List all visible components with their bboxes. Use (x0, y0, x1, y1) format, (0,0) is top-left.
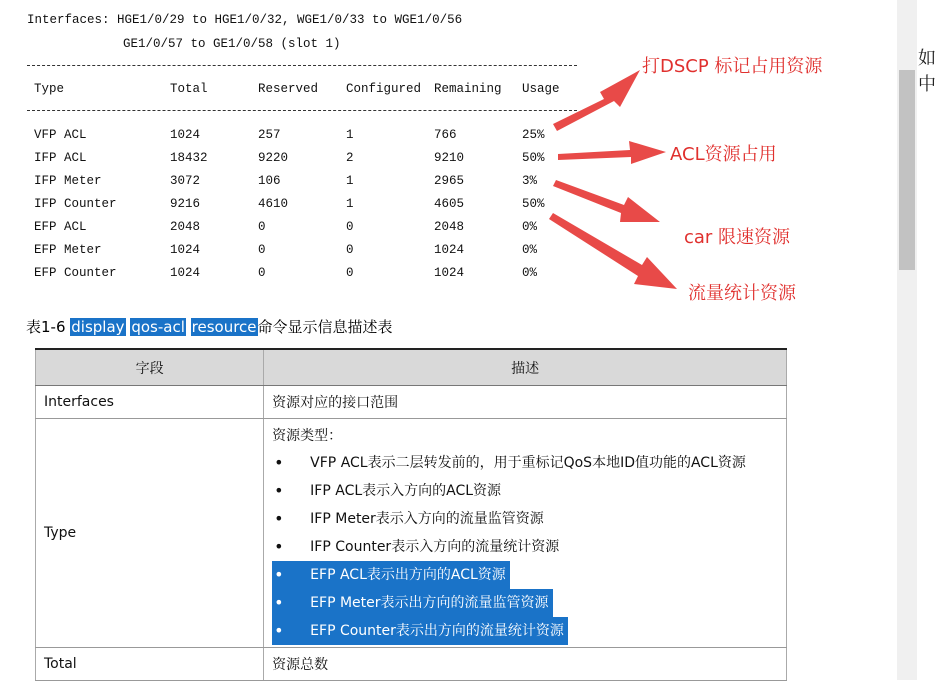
table-row (36, 419, 787, 648)
cli-header-total: Total (170, 82, 208, 96)
arrow-to-acl-icon (558, 141, 666, 164)
list-item: • IFP ACL表示入方向的ACL资源 (272, 477, 778, 505)
cli-cell-configured: 2 (346, 151, 354, 165)
desc-type (264, 419, 787, 648)
table-row (36, 386, 787, 419)
desc-interfaces: 资源对应的接口范围 (264, 386, 787, 419)
list-item-selected[interactable]: • EFP ACL表示出方向的ACL资源 (272, 561, 510, 589)
cli-cell-reserved: 9220 (258, 151, 289, 165)
cli-cell-total: 18432 (170, 151, 208, 165)
cli-cell-reserved: 0 (258, 220, 266, 234)
adjacent-pane (917, 0, 936, 680)
cli-header-reserved: Reserved (258, 82, 319, 96)
cli-cell-configured: 1 (346, 174, 354, 188)
table-header-row (36, 349, 787, 386)
cli-cell-total: 2048 (170, 220, 201, 234)
arrow-to-car-icon (553, 180, 660, 222)
cli-cell-total: 9216 (170, 197, 201, 211)
arrow-to-stats-icon (549, 213, 677, 289)
cli-cell-configured: 1 (346, 128, 354, 142)
list-item: • IFP Meter表示入方向的流量监管资源 (272, 505, 778, 533)
caption-highlight-resource[interactable]: resource (191, 318, 257, 336)
cli-cell-reserved: 0 (258, 243, 266, 257)
cli-cell-configured: 1 (346, 197, 354, 211)
cli-cell-remaining: 2965 (434, 174, 465, 188)
cli-cell-type: EFP Counter (34, 266, 117, 280)
type-intro: 资源类型： (272, 428, 343, 444)
annotation-car: car 限速资源 (684, 227, 791, 248)
cli-cell-usage: 0% (522, 243, 538, 257)
cli-cell-reserved: 257 (258, 128, 281, 142)
list-item: • VFP ACL表示二层转发前的，用于重标记QoS本地ID值功能的ACL资源 (272, 449, 778, 477)
list-item-selected[interactable]: • EFP Meter表示出方向的流量监管资源 (272, 589, 552, 617)
arrow-to-dscp-icon (553, 70, 640, 131)
field-type: Type (36, 419, 264, 648)
cli-cell-usage: 0% (522, 220, 538, 234)
cli-header-configured: Configured (346, 82, 422, 96)
cli-cell-reserved: 106 (258, 174, 281, 188)
cli-cell-remaining: 1024 (434, 266, 465, 280)
annotation-dscp: 打DSCP 标记占用资源 (642, 56, 823, 77)
cli-cell-total: 1024 (170, 266, 201, 280)
header-field: 字段 (36, 349, 264, 386)
cli-cell-remaining: 2048 (434, 220, 465, 234)
cli-cell-type: IFP ACL (34, 151, 87, 165)
edge-text-1: 如 (918, 48, 936, 69)
cli-interfaces-line1: Interfaces: HGE1/0/29 to HGE1/0/32, WGE1/0/33 to WGE1/0/56 (27, 13, 463, 27)
cli-cell-configured: 0 (346, 243, 354, 257)
cli-cell-remaining: 766 (434, 128, 457, 142)
caption-highlight-display[interactable]: display (71, 318, 125, 336)
cli-cell-usage: 50% (522, 151, 545, 165)
field-total: Total (36, 648, 264, 681)
cli-cell-type: IFP Counter (34, 197, 117, 211)
annotation-acl: ACL资源占用 (670, 144, 777, 165)
cli-cell-total: 1024 (170, 128, 201, 142)
cli-cell-type: EFP Meter (34, 243, 102, 257)
cli-cell-configured: 0 (346, 266, 354, 280)
cli-cell-reserved: 0 (258, 266, 266, 280)
caption-highlight-qos-acl[interactable]: qos-acl (131, 318, 185, 336)
desc-total: 资源总数 (264, 648, 787, 681)
cli-header-type: Type (34, 82, 65, 96)
caption-prefix: 表1-6 (26, 318, 71, 336)
cli-cell-usage: 25% (522, 128, 545, 142)
cli-cell-type: EFP ACL (34, 220, 87, 234)
cli-cell-configured: 0 (346, 220, 354, 234)
description-table (35, 348, 787, 681)
table-row (36, 648, 787, 681)
cli-interfaces-line2: GE1/0/57 to GE1/0/58 (slot 1) (123, 37, 341, 51)
cli-cell-total: 1024 (170, 243, 201, 257)
cli-cell-total: 3072 (170, 174, 201, 188)
caption-suffix: 命令显示信息描述表 (257, 318, 393, 336)
cli-cell-usage: 3% (522, 174, 538, 188)
cli-cell-type: IFP Meter (34, 174, 102, 188)
header-description: 描述 (264, 349, 787, 386)
field-interfaces: Interfaces (36, 386, 264, 419)
cli-header-remaining: Remaining (434, 82, 502, 96)
cli-cell-type: VFP ACL (34, 128, 87, 142)
cli-cell-remaining: 4605 (434, 197, 465, 211)
cli-cell-remaining: 9210 (434, 151, 465, 165)
table-caption (26, 316, 393, 337)
annotation-stats: 流量统计资源 (688, 283, 796, 304)
cli-cell-remaining: 1024 (434, 243, 465, 257)
list-item: • IFP Counter表示入方向的流量统计资源 (272, 533, 778, 561)
cli-header-usage: Usage (522, 82, 560, 96)
cli-cell-reserved: 4610 (258, 197, 289, 211)
list-item-selected[interactable]: • EFP Counter表示出方向的流量统计资源 (272, 617, 568, 645)
edge-text-2: 中 (918, 74, 936, 95)
cli-cell-usage: 50% (522, 197, 545, 211)
cli-cell-usage: 0% (522, 266, 538, 280)
scrollbar-thumb[interactable] (899, 70, 915, 270)
